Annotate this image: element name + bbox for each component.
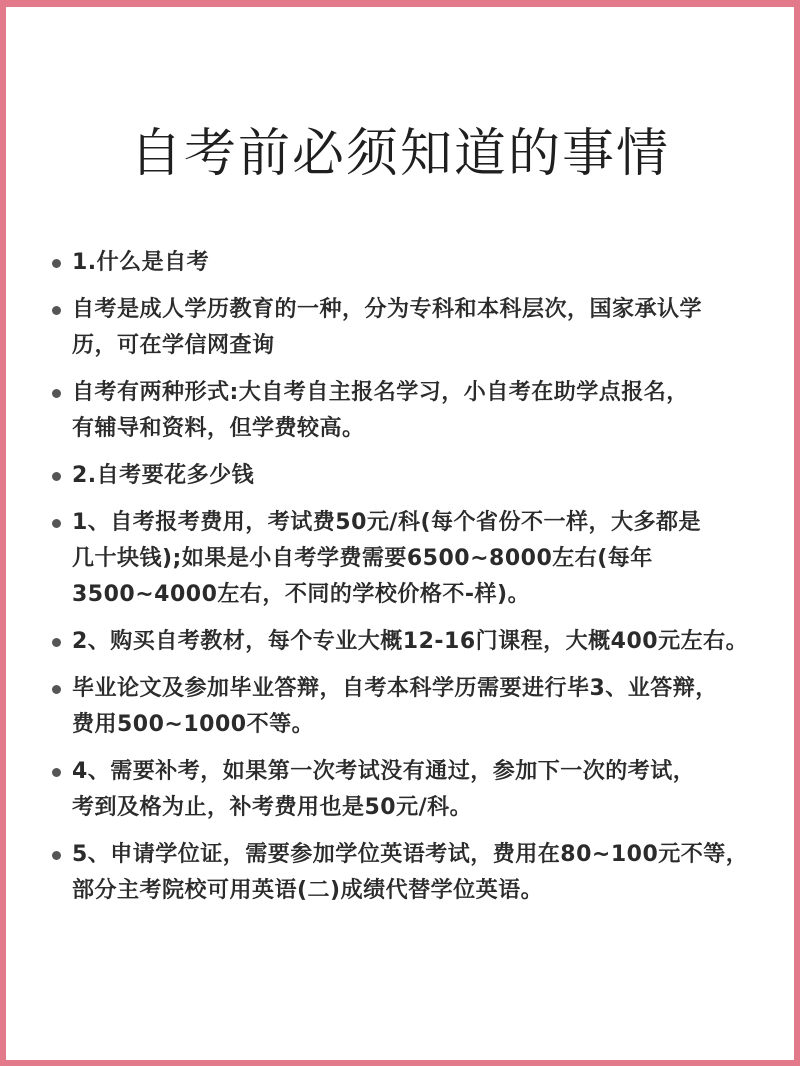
item-text: 2、购买自考教材，每个专业大概12-16门课程，大概400元左右。 [72,629,749,654]
bullet-dot-icon [52,259,61,268]
item-text: 2.自考要花多少钱 [72,463,255,488]
page-title: 自考前必须知道的事情 [129,124,670,184]
item-text: 5、申请学位证，需要参加学位英语考试，费用在80~100元不等， [72,842,749,867]
item-text: 部分主考院校可用英语(二)成绩代替学位英语。 [72,878,544,903]
list-item [50,458,780,494]
item-text: 自考是成人学历教育的一种，分为专科和本科层次，国家承认学 [72,297,703,322]
bullet-dot-icon [52,685,61,694]
bullet-dot-icon [52,306,61,315]
item-text: 4、需要补考，如果第一次考试没有通过，参加下一次的考试， [72,759,696,784]
list-item [50,375,780,447]
bullet-dot-icon [52,472,61,481]
bullet-dot-icon [52,638,61,647]
list-item [50,505,780,613]
item-text: 1.什么是自考 [72,250,210,275]
document-page [6,7,794,1060]
list-item [50,754,780,826]
bullet-list [50,245,780,920]
item-text: 毕业论文及参加毕业答辩，自考本科学历需要进行毕3、业答辩， [72,676,718,701]
list-item [50,837,780,909]
bullet-dot-icon [52,851,61,860]
item-text: 自考有两种形式:大自考自主报名学习，小自考在助学点报名， [72,380,689,405]
item-text: 几十块钱);如果是小自考学费需要6500~8000左右(每年 [72,546,653,571]
list-item [50,671,780,743]
bullet-dot-icon [52,519,61,528]
item-text: 有辅导和资料，但学费较高。 [72,416,365,441]
item-text: 3500~4000左右，不同的学校价格不-样)。 [72,582,531,607]
item-text: 费用500~1000不等。 [72,712,315,737]
bullet-dot-icon [52,389,61,398]
list-item [50,292,780,364]
list-item [50,624,780,660]
item-text: 考到及格为止，补考费用也是50元/科。 [72,795,473,820]
item-text: 1、自考报考费用，考试费50元/科(每个省份不一样，大多都是 [72,510,702,535]
item-text: 历，可在学信网查询 [72,333,275,358]
list-item [50,245,780,281]
bullet-dot-icon [52,768,61,777]
